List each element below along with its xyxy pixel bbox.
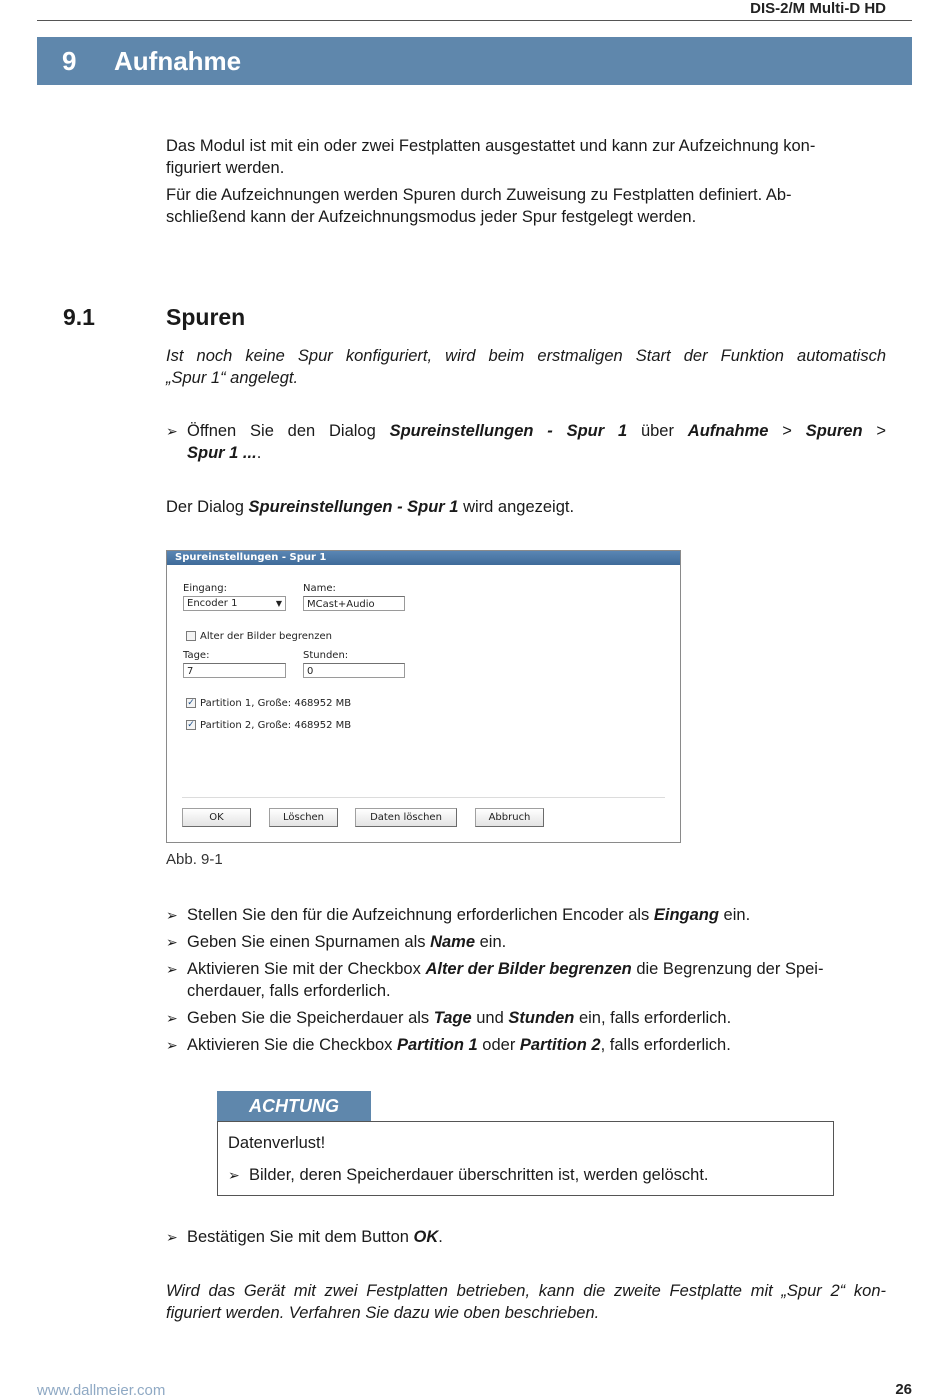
partition2-label: Partition 2, Große: 468952 MB [200,720,352,731]
step-text: ein, falls erforderlich. [574,1009,732,1027]
list-item [166,958,886,1002]
bullet-arrow-icon: ➢ [166,934,178,950]
step-text: . [256,444,262,462]
footer-website-link[interactable]: www.dallmeier.com [37,1382,166,1399]
dialog-name-text: Spureinstellungen - Spur 1 [389,422,628,440]
partition1-label: Partition 1, Große: 468952 MB [200,698,352,709]
note-line: „Spur 1“ angelegt. [166,369,299,387]
warning-text: Bilder, deren Speicherdauer überschritten ist, werden gelöscht. [249,1166,709,1184]
hours-label: Stunden: [303,650,349,661]
step-text: , falls erforderlich. [600,1036,731,1054]
partition1-checkbox[interactable] [186,698,196,708]
chevron-down-icon: ▼ [275,599,282,608]
days-label: Tage: [183,650,210,661]
name-field[interactable]: MCast+Audio [303,596,405,611]
step-text: . [438,1228,443,1246]
dialog-shown-text [166,496,886,518]
name-label: Name: [303,583,336,594]
dialog-name-text: Spureinstellungen - Spur 1 [248,498,459,516]
limit-age-checkbox[interactable] [186,631,196,641]
partition2-checkbox[interactable] [186,720,196,730]
cancel-button[interactable]: Abbruch [475,808,544,827]
limit-age-label: Alter der Bilder begrenzen [200,631,332,642]
step-text: Aktivieren Sie die Checkbox [187,1036,398,1054]
step-emphasis: Alter der Bilder begrenzen [425,960,632,978]
dialog-separator [182,797,665,798]
section-title: Spuren [166,304,246,330]
step-text: Bestätigen Sie mit dem Button [187,1228,414,1246]
result-text: wird angezeigt. [458,498,575,516]
step-text: oder [477,1036,520,1054]
input-select-value: Encoder 1 [187,598,238,609]
bullet-arrow-icon: ➢ [166,423,178,439]
menu-separator: > [862,422,886,440]
step-confirm [166,1226,443,1248]
section-note [166,345,886,389]
step-emphasis: Tage [433,1009,472,1027]
step-text: und [471,1009,509,1027]
outro-note [166,1280,886,1324]
intro-line: Für die Aufzeichnungen werden Spuren durch Zuweisung zu Festplatten definiert. Ab- [166,186,792,204]
step-text: cherdauer, falls erforderlich. [187,982,391,1000]
header-divider [37,20,912,21]
hours-field[interactable]: 0 [303,663,405,678]
menu-path-text: Aufnahme [687,422,769,440]
list-item [166,904,886,926]
step-text: Geben Sie die Speicherdauer als [187,1009,434,1027]
section-number: 9.1 [63,304,95,330]
bullet-arrow-icon: ➢ [228,1167,240,1183]
step-text: Geben Sie einen Spurnamen als [187,933,431,951]
list-item [166,931,886,953]
intro-line: schließend kann der Aufzeichnungsmodus jeder Spur festgelegt werden. [166,208,697,226]
track-settings-dialog [166,550,681,843]
input-select[interactable] [183,596,286,611]
menu-separator: > [768,422,806,440]
delete-button[interactable]: Löschen [269,808,338,827]
document-header-title: DIS-2/M Multi-D HD [750,0,886,17]
page-number: 26 [895,1381,912,1398]
step-open-dialog [166,420,886,464]
step-emphasis: Name [430,933,476,951]
step-text: die Begrenzung der Spei- [631,960,824,978]
bullet-arrow-icon: ➢ [166,1037,178,1053]
step-text: über [627,422,688,440]
step-text: ein. [475,933,507,951]
outro-line: figuriert werden. Verfahren Sie dazu wie oben beschrieben. [166,1304,600,1322]
steps-list [166,904,886,1056]
dialog-title: Spureinstellungen - Spur 1 [175,552,327,563]
list-item [166,1007,886,1029]
step-emphasis: Stunden [508,1009,575,1027]
intro-line: figuriert werden. [166,159,285,177]
days-field[interactable]: 7 [183,663,286,678]
warning-heading: ACHTUNG [217,1091,371,1121]
input-label: Eingang: [183,583,227,594]
chapter-title: Aufnahme [114,46,242,76]
menu-path-text: Spuren [805,422,863,440]
list-item [166,1034,886,1056]
dialog-titlebar [167,551,680,565]
result-text: Der Dialog [166,498,249,516]
figure-caption: Abb. 9-1 [166,851,223,868]
note-line: Ist noch keine Spur konfiguriert, wird beim erstmaligen Start der Funktion automatisch [166,347,886,365]
intro-line: Das Modul ist mit ein oder zwei Festplatten ausgestattet und kann zur Aufzeichnung kon- [166,137,816,155]
delete-data-button[interactable]: Daten löschen [355,808,457,827]
step-text: Öffnen Sie den Dialog [187,422,390,440]
menu-path-text: Spur 1 ... [187,444,257,462]
chapter-number: 9 [62,46,77,76]
outro-line: Wird das Gerät mit zwei Festplatten betrieben, kann die zweite Festplatte mit „Spur 2“ kon- [166,1282,886,1300]
step-emphasis: OK [413,1228,439,1246]
step-emphasis: Eingang [653,906,719,924]
warning-text-row [228,1166,709,1185]
step-text: Stellen Sie den für die Aufzeichnung erforderlichen Encoder als [187,906,654,924]
warning-title: Datenverlust! [228,1134,326,1152]
checkmark-icon: ✓ [187,720,195,730]
step-emphasis: Partition 2 [519,1036,601,1054]
bullet-arrow-icon: ➢ [166,1010,178,1026]
checkmark-icon: ✓ [187,698,195,708]
intro-paragraph [166,135,886,228]
step-text: Aktivieren Sie mit der Checkbox [187,960,426,978]
step-text: ein. [718,906,751,924]
bullet-arrow-icon: ➢ [166,961,178,977]
bullet-arrow-icon: ➢ [166,907,178,923]
step-emphasis: Partition 1 [397,1036,478,1054]
ok-button[interactable]: OK [182,808,251,827]
bullet-arrow-icon: ➢ [166,1229,178,1245]
chapter-heading-bar [37,37,912,85]
warning-box [217,1121,834,1196]
